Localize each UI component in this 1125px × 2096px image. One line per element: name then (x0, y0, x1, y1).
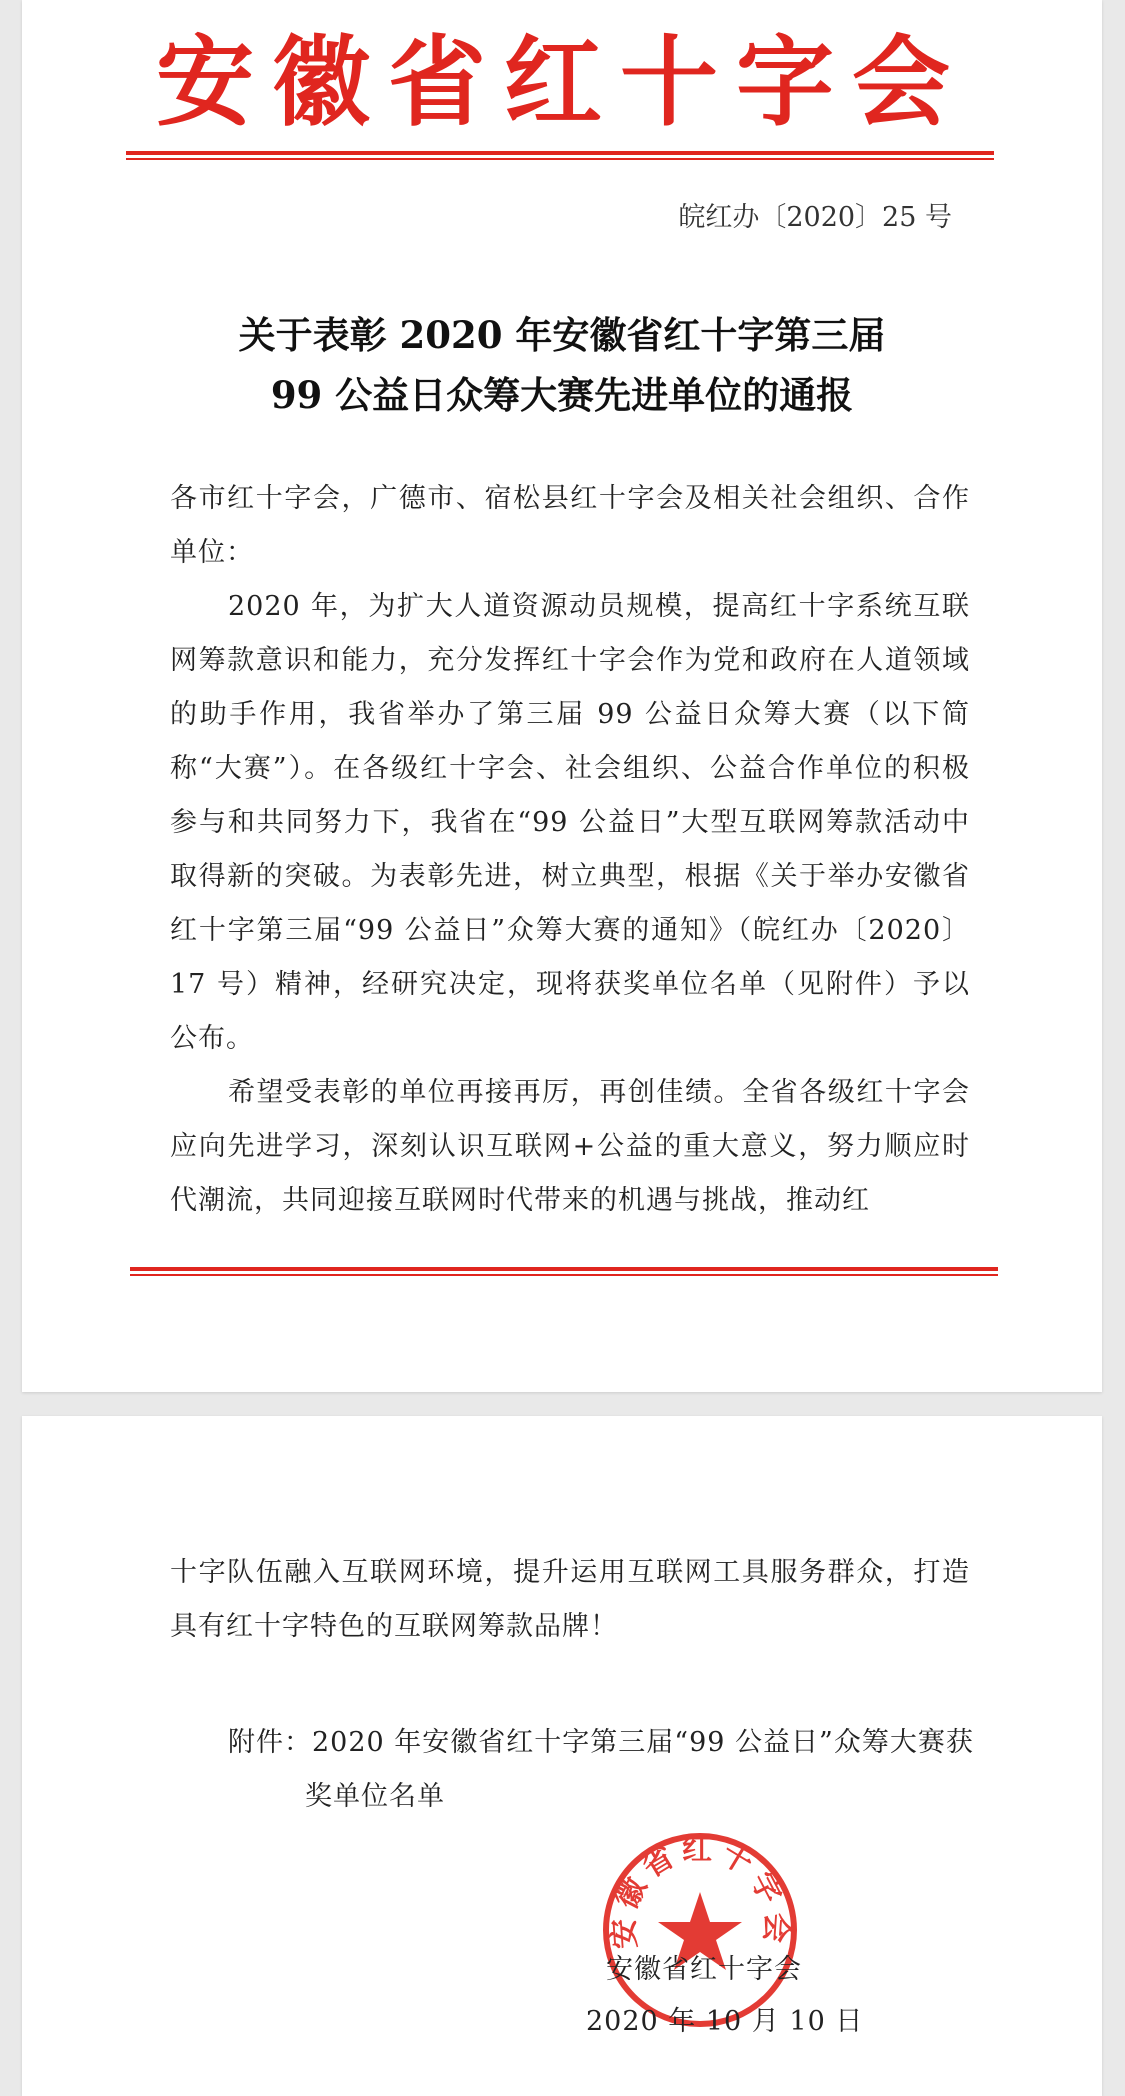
letterhead-title: 安徽省红十字会 (155, 26, 968, 140)
paragraph-2-part-1: 希望受表彰的单位再接再厉，再创佳绩。全省各级红十字会应向先进学习，深刻认识互联网+公益的重大意义，努力顺应时代潮流，共同迎接互联网时代带来的机遇与挑战，推动红 (170, 1077, 970, 1216)
document-title-line-1: 关于表彰 2020 年安徽省红十字第三届 (238, 313, 886, 357)
official-seal-icon (600, 1830, 800, 2030)
signoff-date: 2020 年 10 月 10 日 (586, 2006, 864, 2037)
header-rule-thick (126, 151, 994, 155)
footer-rule-thin (130, 1274, 998, 1276)
document-page-1 (22, 0, 1102, 1392)
attachment-line-2: 奖单位名单 (305, 1781, 445, 1812)
document-body (170, 472, 970, 1228)
footer-rule-thick (130, 1267, 998, 1271)
document-body-continued (170, 1546, 970, 1654)
paragraph-2-part-2: 十字队伍融入互联网环境，提升运用互联网工具服务群众，打造具有红十字特色的互联网筹款品牌！ (170, 1557, 970, 1642)
attachment-note (228, 1716, 978, 1824)
document-number: 皖红办〔2020〕25 号 (678, 202, 952, 233)
paragraph-1: 2020 年，为扩大人道资源动员规模，提高红十字系统互联网筹款意识和能力，充分发挥红十字会作为党和政府在人道领域的助手作用，我省举办了第三届 99 公益日众筹大赛（以下简称“大赛”）。在各级红十字会、社会组织、公益合作单位的积极参与和共同努力下，我省在“99 公益日”大型互联网筹款活动中取得新的突破。为表彰先进，树立典型，根据《关于举办安徽省红十字第三届“99 公益日”众筹大赛的通知》（皖红办〔2020〕17 号）精神，经研究决定，现将获奖单位名单（见附件）予以公布。 (170, 591, 970, 1054)
document-title-line-2: 99 公益日众筹大赛先进单位的通报 (270, 373, 854, 417)
header-rule-thin (126, 158, 994, 160)
svg-text:安徽省红十字会: 安徽省红十字会 (605, 1832, 795, 1950)
document-page-2 (22, 1416, 1102, 2096)
salutation: 各市红十字会，广德市、宿松县红十字会及相关社会组织、合作单位： (170, 483, 970, 568)
signoff-organization: 安徽省红十字会 (606, 1954, 802, 1985)
attachment-line-1: 附件：2020 年安徽省红十字第三届“99 公益日”众筹大赛获 (228, 1727, 974, 1758)
